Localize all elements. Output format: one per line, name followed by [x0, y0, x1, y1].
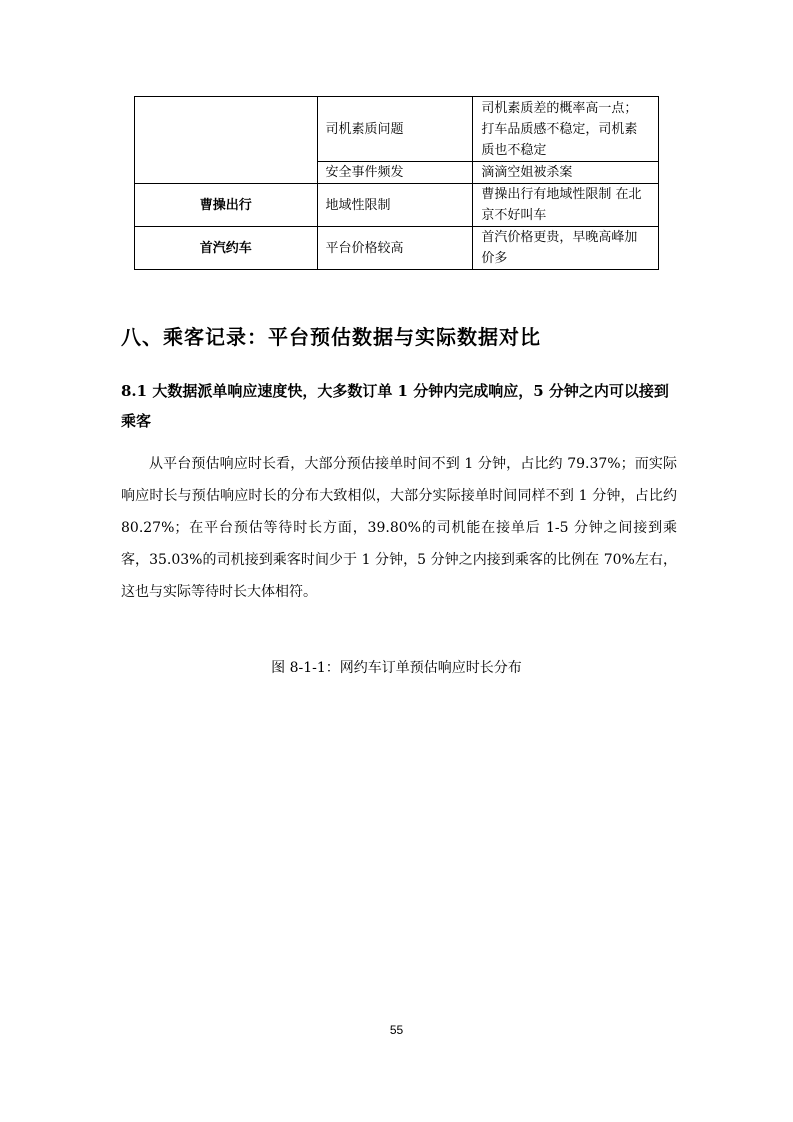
problem-cell: 平台价格较高	[317, 227, 473, 270]
detail-cell: 曹操出行有地域性限制 在北京不好叫车	[473, 184, 659, 227]
page-number: 55	[389, 1023, 404, 1037]
table-row	[135, 227, 659, 270]
platform-cell	[135, 162, 318, 184]
detail-cell: 滴滴空姐被杀案	[473, 162, 659, 184]
problem-cell: 安全事件频发	[317, 162, 473, 184]
platform-problem-table	[134, 96, 659, 270]
table-row	[135, 184, 659, 227]
subsection-heading: 8.1 大数据派单响应速度快，大多数订单 1 分钟内完成响应，5 分钟之内可以接到乘客	[121, 382, 669, 430]
body-paragraph: 从平台预估响应时长看，大部分预估接单时间不到 1 分钟，占比约 79.37%；而实际响应时长与预估响应时长的分布大致相似，大部分实际接单时间同样不到 1 分钟，占比约 80.27%；在平台预估等待时长方面，39.80%的司机能在接单后 1-5 分钟之间接到乘客，35.03%的司机接到乘客时间少于 1 分钟，5 分钟之内接到乘客的比例在 70%左右，这也与实际等待时长大体相符。	[121, 456, 677, 600]
problem-cell: 司机素质问题	[317, 97, 473, 162]
detail-cell: 司机素质差的概率高一点；打车品质感不稳定，司机素质也不稳定	[473, 97, 659, 162]
table-row	[135, 162, 659, 184]
platform-cell: 首汽约车	[135, 227, 318, 270]
problem-cell: 地域性限制	[317, 184, 473, 227]
section-heading: 八、乘客记录：平台预估数据与实际数据对比	[121, 325, 541, 349]
table-row	[135, 97, 659, 162]
platform-cell: 曹操出行	[135, 184, 318, 227]
platform-cell	[135, 97, 318, 162]
detail-cell: 首汽价格更贵，早晚高峰加价多	[473, 227, 659, 270]
figure-caption: 图 8-1-1：网约车订单预估响应时长分布	[271, 660, 522, 676]
